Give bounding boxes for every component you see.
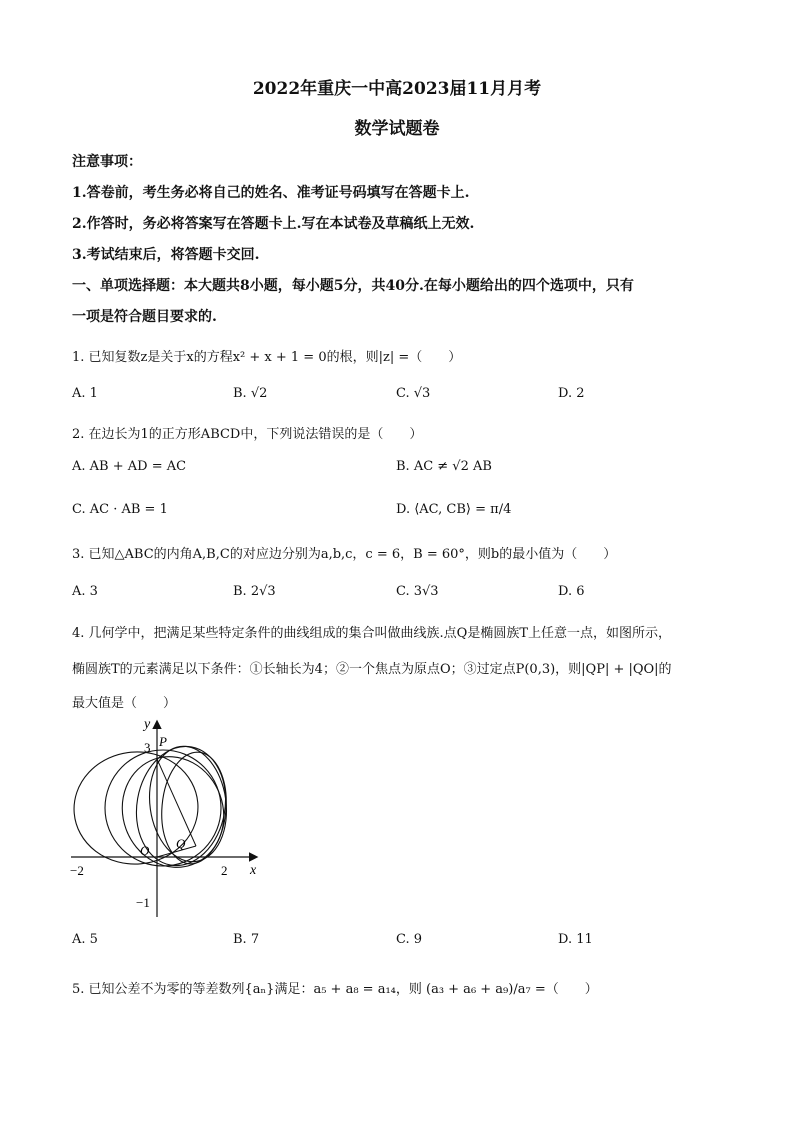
note-item: 1.答卷前，考生务必将自己的姓名、准考证号码填写在答题卡上. <box>72 185 470 201</box>
question-1-stem: 1. 已知复数z是关于x的方程x² + x + 1 = 0的根，则|z| =（ ） <box>72 350 462 365</box>
question-1-option-a: A. 1 <box>72 386 98 401</box>
question-3-stem: 3. 已知△ABC的内角A,B,C的对应边分别为a,b,c，c = 6，B = 60°，则b的最小值为（ ） <box>72 547 617 562</box>
question-4-stem: 4. 几何学中，把满足某些特定条件的曲线组成的集合叫做曲线族.点Q是椭圆族T上任意一点，如图所示， <box>72 626 671 641</box>
question-3-option-b: B. 2√3 <box>233 584 276 599</box>
question-1-option-c: C. √3 <box>396 386 431 401</box>
question-2-option-a: A. AB + AD = AC <box>72 459 187 474</box>
question-4-option-a: A. 5 <box>72 932 98 947</box>
question-2-option-c: C. AC · AB = 1 <box>72 502 168 517</box>
page-title: 2022年重庆一中高2023届11月月考 <box>252 79 542 99</box>
page-subtitle: 数学试题卷 <box>354 119 440 139</box>
point-p-label: P <box>159 734 167 749</box>
question-4-stem-end: 最大值是（ ） <box>72 696 177 711</box>
section-heading-cont: 一项是符合题目要求的. <box>72 309 217 325</box>
tick-3-label: 3 <box>144 740 151 755</box>
question-3-option-c: C. 3√3 <box>396 584 439 599</box>
note-item: 2.作答时，务必将答案写在答题卡上.写在本试卷及草稿纸上无效. <box>72 216 475 232</box>
tick-2-label: 2 <box>221 863 228 878</box>
tick-neg1-label: −1 <box>136 895 150 910</box>
question-4-option-d: D. 11 <box>558 932 593 947</box>
y-axis-label: y <box>144 717 151 732</box>
question-4-option-c: C. 9 <box>396 932 423 947</box>
question-2-stem: 2. 在边长为1的正方形ABCD中，下列说法错误的是（ ） <box>72 427 423 442</box>
question-1-option-d: D. 2 <box>558 386 585 401</box>
notes-heading: 注意事项： <box>72 154 142 170</box>
question-2-option-b: B. AC ≠ √2 AB <box>396 459 492 474</box>
point-q-label: Q <box>176 836 186 851</box>
ellipse-family <box>69 739 239 881</box>
x-axis-label: x <box>250 863 257 878</box>
question-2-option-d: D. ⟨AC, CB⟩ = π/4 <box>396 502 512 517</box>
question-4-option-b: B. 7 <box>233 932 260 947</box>
section-heading: 一、单项选择题：本大题共8小题，每小题5分，共40分.在每小题给出的四个选项中，只有 <box>72 278 634 294</box>
question-3-option-a: A. 3 <box>72 584 98 599</box>
origin-label: O <box>140 843 150 858</box>
note-item: 3.考试结束后，将答题卡交回. <box>72 247 260 263</box>
question-5-stem: 5. 已知公差不为零的等差数列{aₙ}满足：a₅ + a₈ = a₁₄，则 (a₃ + a₆ + a₉)/a₇ =（ ） <box>72 982 598 997</box>
tick-neg2-label: −2 <box>70 863 84 878</box>
question-1-option-b: B. √2 <box>233 386 268 401</box>
ellipse-family-figure <box>66 712 266 922</box>
question-4-stem-cont: 椭圆族T的元素满足以下条件：①长轴长为4；②一个焦点为原点O；③过定点P(0,3)，则|QP| + |QO|的 <box>72 662 672 677</box>
question-3-option-d: D. 6 <box>558 584 585 599</box>
